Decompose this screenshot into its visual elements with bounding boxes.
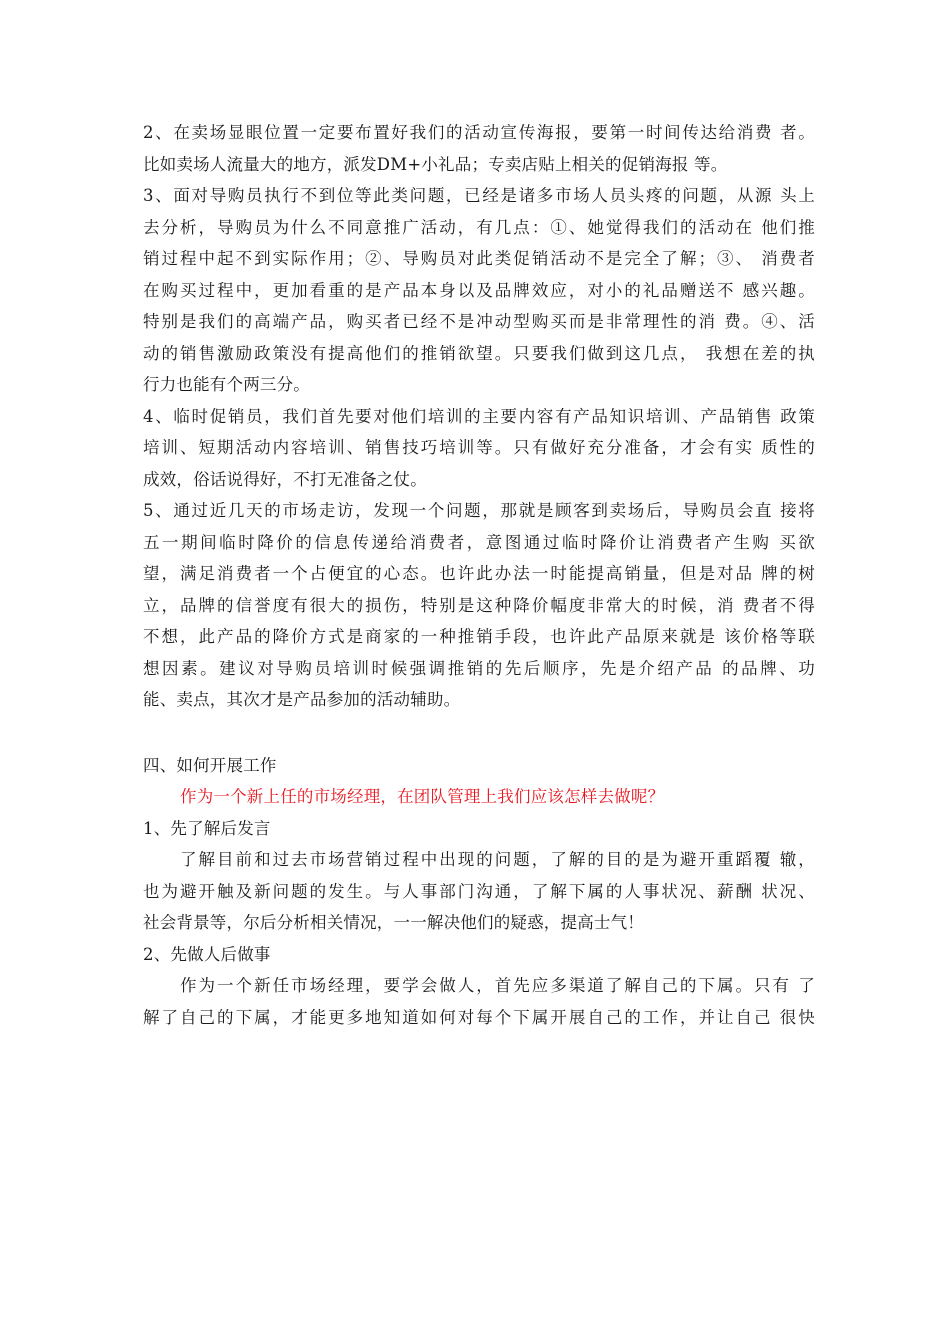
text-line: 特别是我们的高端产品，购买者已经不是冲动型购买而是非常理性的消 费。④、活 [143, 312, 815, 331]
text-line: 了解目前和过去市场营销过程中出现的问题，了解的目的是为避开重蹈覆 辙， [180, 850, 815, 869]
document-page [143, 117, 815, 1033]
paragraph-5 [143, 495, 815, 716]
text-line: 培训、短期活动内容培训、销售技巧培训等。只有做好充分准备，才会有实 质性的 [143, 438, 815, 457]
text-line: 比如卖场人流量大的地方，派发DM+小礼品；专卖店贴上相关的促销海报 等。 [143, 154, 728, 174]
text-line: 望，满足消费者一个占便宜的心态。也许此办法一时能提高销量，但是对品 牌的树 [143, 564, 815, 583]
paragraph-4 [143, 401, 815, 496]
text-line: 销过程中起不到实际作用；②、导购员对此类促销活动不是完全了解；③、 消费者 [143, 249, 815, 268]
paragraph-3 [143, 180, 815, 401]
text-line: 行力也能有个两三分。 [143, 375, 310, 394]
text-line: 社会背景等，尔后分析相关情况，一一解决他们的疑惑，提高士气！ [143, 913, 644, 932]
text-line: 动的销售激励政策没有提高他们的推销欲望。只要我们做到这几点， 我想在差的执 [143, 343, 815, 363]
text-line: 4、临时促销员，我们首先要对他们培训的主要内容有产品知识培训、产品销售 政策 [143, 406, 815, 426]
text-line: 立，品牌的信誉度有很大的损伤，特别是这种降价幅度非常大的时候，消 费者不得 [143, 595, 815, 615]
text-line: 5、通过近几天的市场走访，发现一个问题，那就是顾客到卖场后，导购员会直 接将 [143, 501, 815, 520]
text-line: 不想，此产品的降价方式是商家的一种推销手段，也许此产品原来就是 该价格等联 [143, 627, 815, 646]
text-line: 解了自己的下属，才能更多地知道如何对每个下属开展自己的工作，并让自己 很快 [143, 1007, 815, 1027]
section-4 [143, 750, 815, 1034]
item-title: 1、先了解后发言 [143, 818, 271, 838]
text-line: 成效，俗话说得好，不打无准备之仗。 [143, 469, 427, 489]
text-line: 去分析，导购员为什么不同意推广活动，有几点：①、她觉得我们的活动在 他们推 [143, 217, 815, 237]
item-title: 2、先做人后做事 [143, 944, 271, 964]
text-line: 3、面对导购员执行不到位等此类问题，已经是诸多市场人员头疼的问题，从源 头上 [143, 186, 815, 205]
text-line: 在购买过程中，更加看重的是产品本身以及品牌效应，对小的礼品赠送不 感兴趣。 [143, 280, 815, 300]
text-line: 作为一个新任市场经理，要学会做人，首先应多渠道了解自己的下属。只有 了 [180, 976, 815, 995]
text-line: 能、卖点，其次才是产品参加的活动辅助。 [143, 690, 461, 709]
paragraph-2 [143, 117, 815, 180]
text-line: 也为避开触及新问题的发生。与人事部门沟通，了解下属的人事状况、薪酬 状况、 [143, 881, 815, 901]
text-line: 五一期间临时降价的信息传递给消费者，意图通过临时降价让消费者产生购 买欲 [143, 532, 815, 552]
highlighted-question: 作为一个新上任的市场经理，在团队管理上我们应该怎样去做呢？ [180, 787, 665, 806]
section-spacer [143, 716, 815, 750]
section-heading: 四、如何开展工作 [143, 755, 277, 775]
text-line: 想因素。建议对导购员培训时候强调推销的先后顺序，先是介绍产品 的品牌、功 [143, 658, 815, 678]
text-line: 2、在卖场显眼位置一定要布置好我们的活动宣传海报，要第一时间传达给消费 者。 [143, 123, 815, 142]
